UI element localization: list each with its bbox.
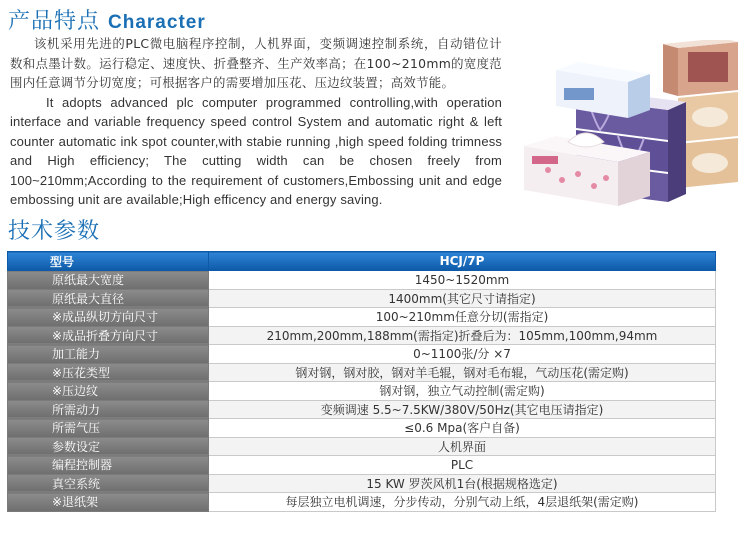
features-heading-cn: 产品特点 [8,9,101,34]
spec-label: 参数设定 [8,437,209,456]
table-row [8,271,716,290]
table-row [8,326,716,345]
spec-value: 变频调速 5.5~7.5KW/380V/50Hz(其它电压请指定) [209,400,716,419]
features-heading [8,4,206,34]
spec-value: 210mm,200mm,188mm(需指定)折叠后为：105mm,100mm,94mm [209,326,716,345]
table-row [8,345,716,364]
table-row [8,363,716,382]
specs-heading: 技术参数 [8,219,101,244]
tissue-box-blue [556,62,650,118]
spec-table-body [8,271,716,512]
table-row [8,400,716,419]
spec-value: PLC [209,456,716,475]
table-row [8,456,716,475]
spec-label: 原纸最大宽度 [8,271,209,290]
spec-value: 1450~1520mm [209,271,716,290]
spec-label: ※成品纵切方向尺寸 [8,308,209,327]
spec-value: 人机界面 [209,437,716,456]
table-row [8,419,716,438]
description-en: It adopts advanced plc computer programmed controlling,with operation interface and variable frequency speed control System and automatic right & left counter automatic ink spot counter,with stabie running ,high speed folding trimness and High efficiency; The cutting width can be chosen freely from 100~210mm;According to the requirement of customers,Embossing unit and edge embossing unit are available;High efficency and energy saving. [10,94,502,207]
header-model-label: 型号 [8,252,209,271]
spec-label: ※压边纹 [8,382,209,401]
spec-value: 100~210mm任意分切(需指定) [209,308,716,327]
spec-value: 15 KW 罗茨风机1台(根据规格选定) [209,474,716,493]
spec-label: ※压花类型 [8,363,209,382]
spec-label: ※成品折叠方向尺寸 [8,326,209,345]
spec-value: 0~1100张/分 ×7 [209,345,716,364]
table-row [8,437,716,456]
spec-label: 编程控制器 [8,456,209,475]
features-heading-en: Character [108,12,206,33]
tissue-box-right-stack [678,92,738,188]
spec-label: 原纸最大直径 [8,289,209,308]
spec-value: 钢对钢，独立气动控制(需定购) [209,382,716,401]
description-cn: 该机采用先进的PLC微电脑程序控制，人机界面，变频调速控制系统，自动错位计数和点墨计数。运行稳定、速度快、折叠整齐、生产效率高；在100~210mm的宽度范围内任意调节分切宽度；可根据客户的需要增加压花、压边纹装置；高效节能。 [10,36,502,90]
spec-value: ≤0.6 Mpa(客户自备) [209,419,716,438]
tissue-box-back-right [663,40,738,96]
features-description [10,34,502,210]
spec-label: 加工能力 [8,345,209,364]
spec-table [7,251,716,512]
table-row [8,493,716,512]
table-row [8,382,716,401]
product-photo [518,40,740,210]
header-model-value: HCJ/7P [209,252,716,271]
spec-label: 真空系统 [8,474,209,493]
spec-value: 1400mm(其它尺寸请指定) [209,289,716,308]
table-row [8,308,716,327]
spec-label: 所需动力 [8,400,209,419]
spec-value: 每层独立电机调速，分步传动，分别气动上纸，4层退纸架(需定购) [209,493,716,512]
spec-label: ※退纸架 [8,493,209,512]
spec-label: 所需气压 [8,419,209,438]
table-row [8,289,716,308]
spec-table-header-row [8,252,716,271]
spec-value: 钢对钢，钢对胶，钢对羊毛辊，钢对毛布辊，气动压花(需定购) [209,363,716,382]
table-row [8,474,716,493]
